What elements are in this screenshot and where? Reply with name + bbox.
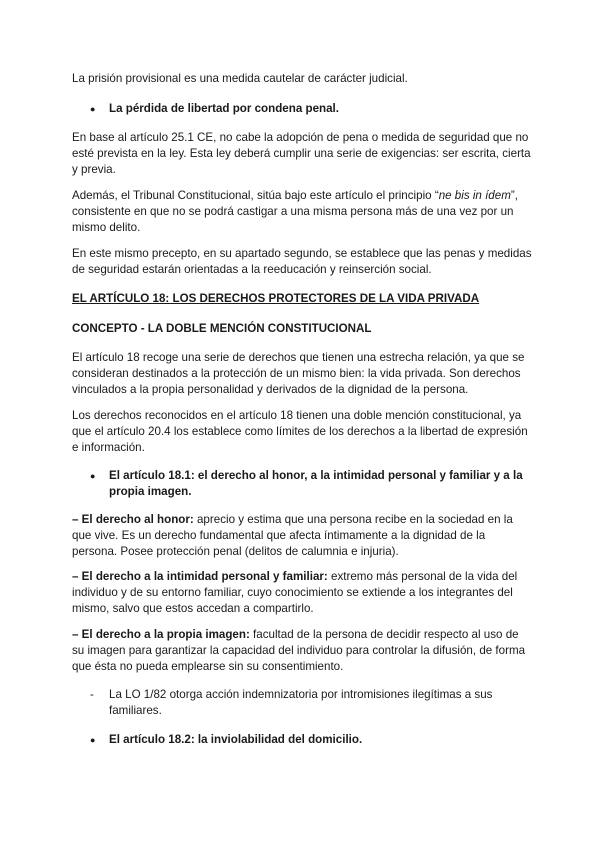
bullet-text: La pérdida de libertad por condena penal. (109, 102, 339, 115)
term-label: – El derecho a la propia imagen: (72, 628, 250, 641)
paragraph-reeducacion: En este mismo precepto, en su apartado segundo, se establece que las penas y medidas de seguridad estarán orientadas a la reeducación y reinserción social. (72, 247, 532, 276)
bullet-marker: ● (90, 735, 96, 745)
paragraph-prision-provisional: La prisión provisional es una medida cautelar de carácter judicial. (72, 72, 408, 85)
bullet-marker: ● (90, 471, 96, 481)
bullet-marker: ● (90, 104, 96, 114)
section-heading: EL ARTÍCULO 18: LOS DERECHOS PROTECTORES DE LA VIDA PRIVADA (72, 292, 480, 305)
term-definition: extremo más personal de la vida del individuo y de su entorno familiar, cuyo conocimiento se extiende a los integrantes del mismo, salvo que estos accedan a compartirlo. (72, 570, 518, 615)
dash-marker: - (90, 688, 94, 701)
paragraph-doble-mencion: Los derechos reconocidos en el artículo 18 tienen una doble mención constitucional, ya que el artículo 20.4 los establece como límites de los derechos a la libertad de expresión e información. (72, 409, 528, 454)
paragraph-articulo-18: El artículo 18 recoge una serie de derechos que tienen una estrecha relación, ya que se consideran destinados a la protección de un mismo bien: la vida privada. Son derechos vinculados a la propia personalidad y derivados de la dignidad de la persona. (72, 351, 525, 396)
dash-item-lo-1-82 (90, 687, 530, 719)
bullet-articulo-18-1 (90, 468, 530, 500)
paragraph-derecho-imagen (72, 627, 532, 675)
bullet-articulo-18-2 (90, 732, 530, 748)
term-label: – El derecho a la intimidad personal y familiar: (72, 570, 328, 583)
italic-term: ne bis in ídem (438, 189, 511, 202)
paragraph-articulo-25: En base al artículo 25.1 CE, no cabe la adopción de pena o medida de seguridad que no esté prevista en la ley. Esta ley deberá cumplir una serie de exigencias: ser escrita, cierta y previa. (72, 131, 531, 176)
paragraph-derecho-intimidad (72, 569, 532, 617)
dash-text: La LO 1/82 otorga acción indemnizatoria por intromisiones ilegítimas a sus familiares. (109, 688, 493, 717)
text-segment: Además, el Tribunal Constitucional, sitúa bajo este artículo el principio “ (72, 189, 439, 202)
bullet-text: El artículo 18.2: la inviolabilidad del domicilio. (109, 733, 363, 746)
term-definition: aprecio y estima que una persona recibe en la sociedad en la que vive. Es un derecho fundamental que afecta íntimamente a la dignidad de la persona. Posee protección penal (delitos de calumnia e injuria). (72, 513, 513, 558)
text-segment: ”, consistente en que no se podrá castigar a una misma persona más de una vez por un mismo delito. (72, 189, 518, 234)
paragraph-derecho-honor (72, 512, 532, 560)
paragraph-ne-bis-in-idem (72, 188, 532, 236)
subsection-heading: CONCEPTO - LA DOBLE MENCIÓN CONSTITUCIONAL (72, 322, 372, 335)
term-label: – El derecho al honor: (72, 513, 194, 526)
bullet-text: El artículo 18.1: el derecho al honor, a la intimidad personal y familiar y a la propia imagen. (109, 469, 523, 498)
bullet-perdida-libertad (90, 101, 530, 117)
term-definition: facultad de la persona de decidir respecto al uso de su imagen para garantizar la capacidad del individuo para controlar la difusión, de forma que ésta no pueda emplearse sin su consentimiento. (72, 628, 526, 673)
